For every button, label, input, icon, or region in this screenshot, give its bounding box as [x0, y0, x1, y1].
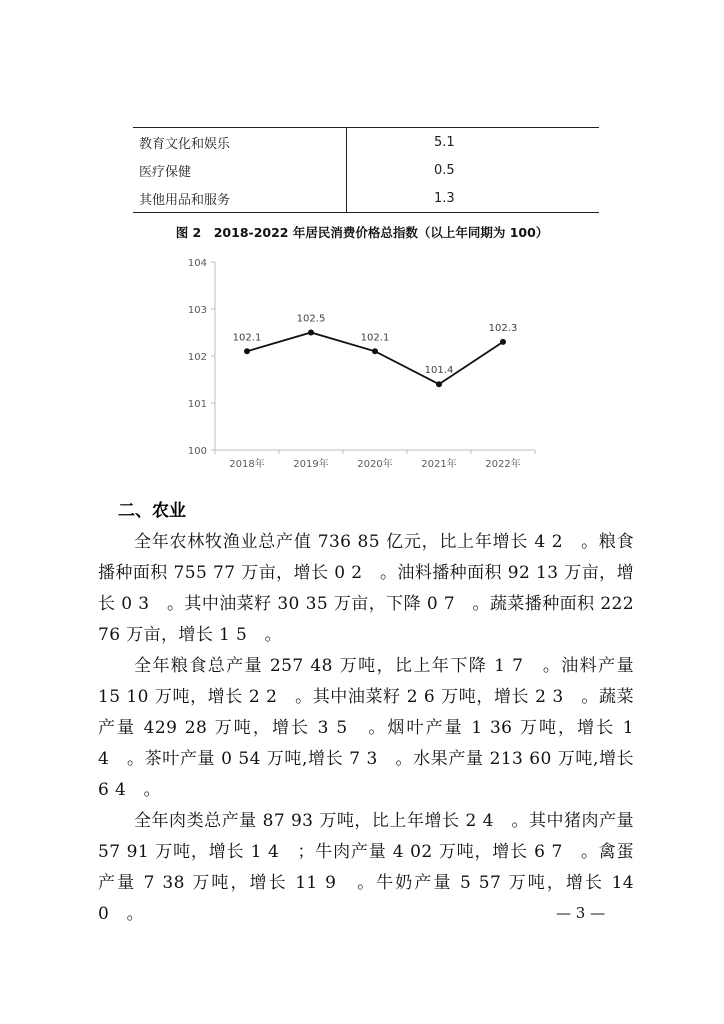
figure-caption: 图 2 2018-2022 年居民消费价格总指数（以上年同期为 100） — [175, 225, 549, 240]
data-label: 102.1 — [232, 332, 262, 344]
data-point — [244, 348, 250, 354]
x-tick-label: 2020年 — [357, 459, 393, 470]
y-tick-label: 102 — [187, 352, 207, 363]
table-cell-name: 教育文化和娱乐 — [139, 136, 231, 152]
y-tick-label: 103 — [187, 305, 207, 316]
section-heading: 二、农业 — [118, 501, 186, 521]
table-row — [133, 156, 599, 184]
data-label: 102.5 — [296, 313, 326, 325]
data-point — [500, 339, 506, 345]
x-tick-label: 2018年 — [229, 459, 265, 470]
data-point — [436, 381, 442, 387]
table-row — [133, 184, 599, 212]
table-cell-value: 0.5 — [434, 162, 455, 178]
table-cell-value: 5.1 — [434, 134, 455, 150]
data-point — [372, 348, 378, 354]
data-table — [133, 127, 599, 213]
y-tick-label: 101 — [187, 399, 207, 410]
y-tick-label: 100 — [187, 446, 207, 457]
data-label: 102.1 — [360, 332, 390, 344]
x-tick-label: 2021年 — [421, 459, 457, 470]
paragraph: 全年肉类总产量 87 93 万吨，比上年增长 2 4 。其中猪肉产量 57 91 万吨，增长 1 4 ；牛肉产量 4 02 万吨，增长 6 7 。禽蛋产量 7 38 万吨，增长 11 9 。牛奶产量 5 57 万吨，增长 14 0 。 — [98, 811, 634, 924]
x-tick-label: 2022年 — [485, 459, 521, 470]
data-label: 101.4 — [424, 365, 454, 377]
data-label: 102.3 — [488, 322, 518, 334]
paragraph: 全年农林牧渔业总产值 736 85 亿元，比上年增长 4 2 。粮食播种面积 755 77 万亩，增长 0 2 。油料播种面积 92 13 万亩，增长 0 3 。其中油菜籽 30 35 万亩，下降 0 7 。蔬菜播种面积 222 76 万亩，增长 1 5 。 — [98, 532, 634, 645]
x-tick-label: 2019年 — [293, 459, 329, 470]
table-column-divider — [346, 128, 347, 212]
table-cell-value: 1.3 — [434, 190, 455, 206]
y-tick-label: 104 — [187, 258, 207, 269]
section-body — [98, 527, 634, 930]
table-cell-name: 其他用品和服务 — [139, 192, 231, 208]
data-point — [308, 330, 314, 336]
cpi-line-chart — [175, 250, 545, 480]
table-cell-name: 医疗保健 — [139, 164, 192, 180]
paragraph: 全年粮食总产量 257 48 万吨，比上年下降 1 7 。油料产量 15 10 万吨，增长 2 2 。其中油菜籽 2 6 万吨，增长 2 3 。蔬菜产量 429 28 万吨，增长 3 5 。烟叶产量 1 36 万吨，增长 1 4 。茶叶产量 0 54 万吨,增长 7 3 。水果产量 213 60 万吨,增长 6 4 。 — [98, 656, 634, 800]
table-row — [133, 128, 599, 156]
page-number: — 3 — — [556, 904, 606, 922]
